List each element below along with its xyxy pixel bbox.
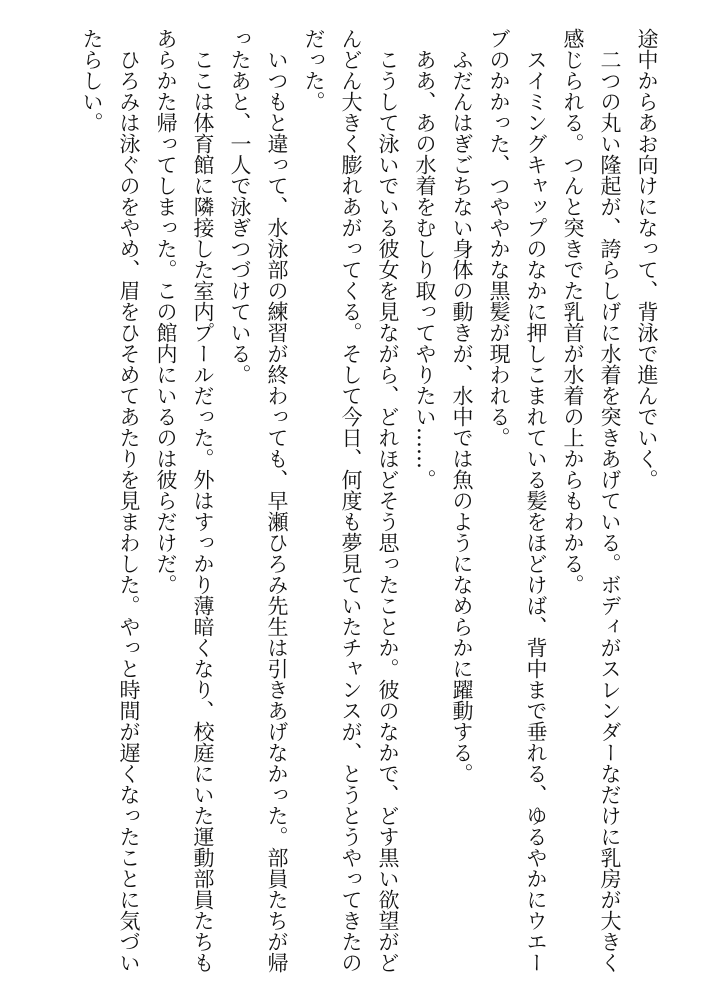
paragraph-4: ふだんはぎごちない身体の動きが、水中では魚のようになめらかに躍動する。: [450, 28, 474, 784]
paragraph-8: ここは体育館に隣接した室内プールだった。外はすっかり薄暗くなり、校庭にいた運動部員たちもあらかた帰ってしまった。この館内にいるのは彼らだけだ。: [154, 28, 215, 973]
paragraph-7: いつもと違って、水泳部の練習が終わっても、早瀬ひろみ先生は引きあげなかった。部員たちが帰ったあと、一人で泳ぎつづけている。: [228, 28, 289, 973]
paragraph-9: ひろみは泳ぐのをやめ、眉をひそめてあたりを見まわした。やっと時間が遅くなったことに気づいたらしい。: [80, 28, 141, 973]
paragraph-3: スイミングキャップのなかに押しこまれている髪をほどけば、背中まで垂れる、ゆるやかにウエーブのかかった、つややかな黒髪が現われる。: [487, 28, 548, 973]
novel-page: [25, 28, 665, 988]
paragraph-5: ああ、あの水着をむしり取ってやりたい……。: [413, 28, 437, 490]
paragraph-1: 途中からあお向けになって、背泳で進んでいく。: [635, 28, 659, 490]
paragraph-6: こうして泳いでいる彼女を見ながら、どれほどそう思ったことか。彼のなかで、どす黒い欲望がどんどん大きく膨れあがってくる。そして今日、何度も夢見ていたチャンスが、とうとうやってきたのだった。: [302, 28, 400, 973]
paragraph-2: 二つの丸い隆起が、誇らしげに水着を突きあげている。ボディがスレンダーなだけに乳房が大きく感じられる。つんと突きでた乳首が水着の上からもわかる。: [561, 28, 622, 973]
